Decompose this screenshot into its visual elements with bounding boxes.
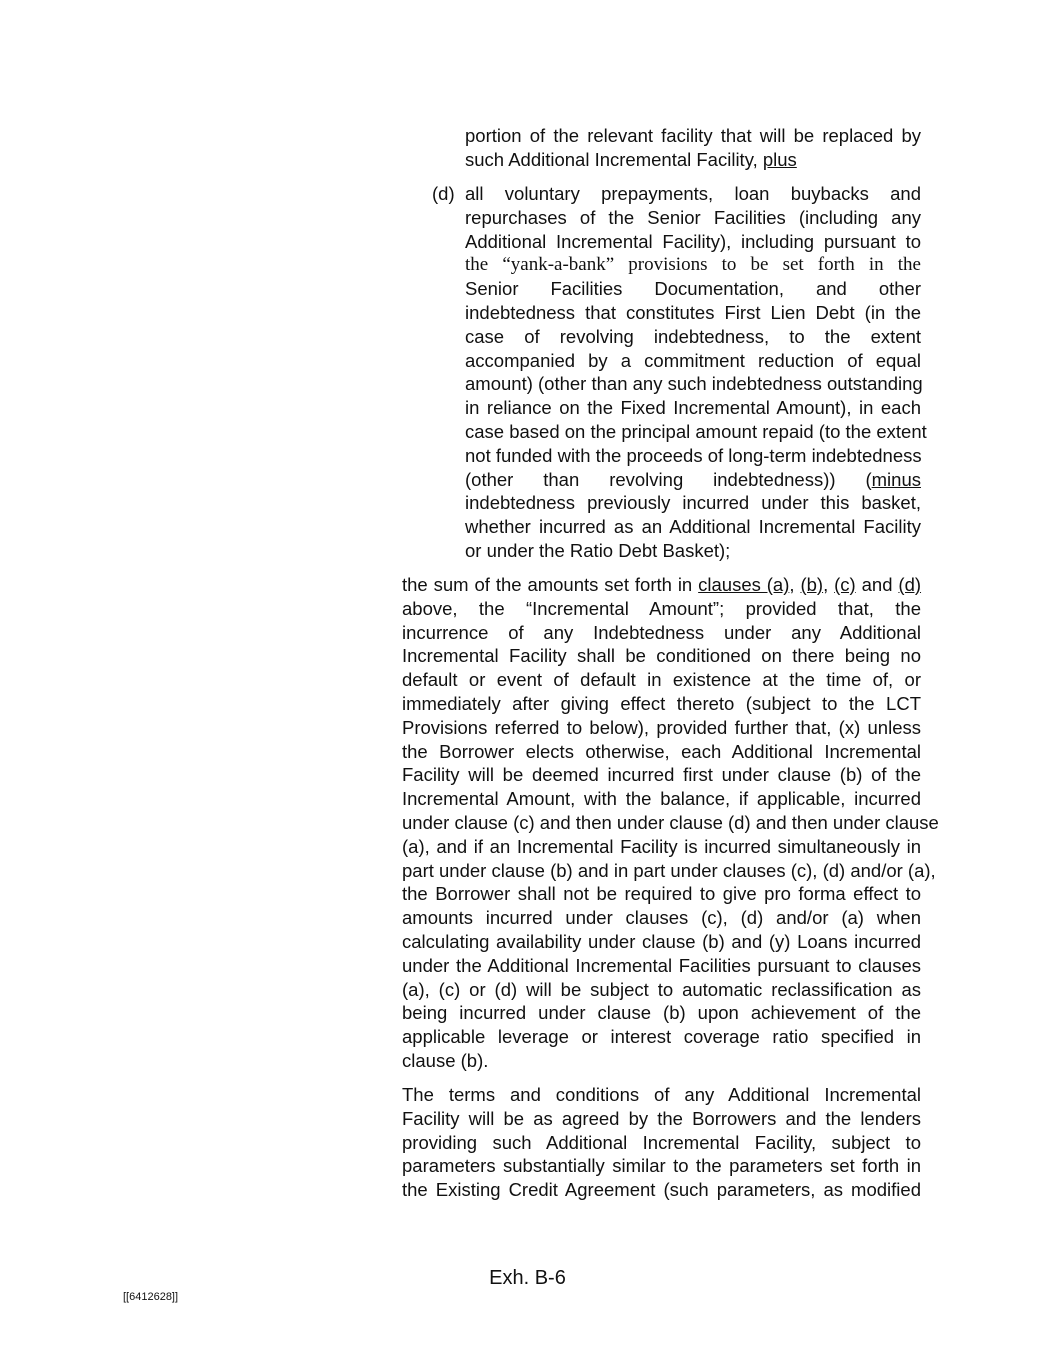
text-line: part under clause (b) and in part under clauses (c), (d) and/or (a), [402,859,936,881]
document-id: [[6412628]] [123,1291,179,1303]
text-line: parameters substantially similar to the parameters set forth in [402,1155,921,1177]
text-line: the Existing Credit Agreement (such parameters, as modified [402,1179,921,1201]
text-line: applicable leverage or interest coverage ratio specified in [402,1026,921,1048]
text-line: default or event of default in existence at the time of, or [402,669,921,691]
text-line: amounts incurred under clauses (c), (d) and/or (a) when [402,907,921,929]
page-number: Exh. B-6 [489,1267,566,1289]
text-line: The terms and conditions of any Additional Incremental [402,1084,921,1105]
clause-d-label: (d) [432,183,455,204]
text-line: Incremental Facility shall be conditioned on there being no [402,645,921,667]
text-line: portion of the relevant facility that will be replaced by [465,125,921,146]
text-line: being incurred under clause (b) upon achievement of the [402,1002,921,1024]
text-line: in reliance on the Fixed Incremental Amount), in each [465,397,921,419]
clause-a-reference: clauses (a) [698,574,790,595]
minus-term: minus [871,468,921,490]
text-line: all voluntary prepayments, loan buybacks and [465,183,921,204]
text-line: the Borrower shall not be required to give pro forma effect to [402,883,921,905]
paragraph-d [465,182,927,563]
separator: , [789,574,801,595]
clause-d-reference: (d) [898,574,922,595]
text-line: or under the Ratio Debt Basket); [465,539,731,561]
paragraph-incremental-amount [402,573,939,1073]
text-line: indebtedness that constitutes First Lien Debt (in the [465,301,921,323]
text-line: under the Additional Incremental Facilities pursuant to clauses [402,954,921,976]
text-line: Provisions referred to below), provided further that, (x) unless [402,716,921,738]
text-line: not funded with the proceeds of long-term indebtedness [465,444,922,466]
text-line: the Borrower elects otherwise, each Additional Incremental [402,740,921,762]
plus-term: plus [762,148,797,170]
text-fragment: such Additional Incremental Facility, [465,148,763,170]
text-line: case based on the principal amount repaid (to the extent [465,420,927,442]
text-line: clause (b). [402,1049,489,1071]
text-line: amount) (other than any such indebtedness outstanding [465,373,923,395]
separator: and [855,574,899,595]
text-line: repurchases of the Senior Facilities (including any [465,206,921,228]
text-fragment: the sum of the amounts set forth in [402,574,699,595]
text-line: above, the “Incremental Amount”; provided that, the [402,597,921,619]
text-line: Facility will be as agreed by the Borrowers and the lenders [402,1107,921,1129]
text-line: (a), (c) or (d) will be subject to automatic reclassification as [402,978,921,1000]
text-line: Additional Incremental Facility), including pursuant to [465,230,921,252]
text-line [402,573,921,597]
separator: , [823,574,835,595]
text-line: the “yank-a-bank” provisions to be set forth in the [465,254,921,276]
text-line: under clause (c) and then under clause (d) and then under clause [402,811,939,833]
text-line: Incremental Amount, with the balance, if applicable, incurred [402,788,921,810]
text-line: indebtedness previously incurred under this basket, [465,492,921,514]
text-fragment: (other than revolving indebtedness)) ( [465,468,872,490]
text-line: providing such Additional Incremental Facility, subject to [402,1131,921,1153]
text-line: whether incurred as an Additional Incremental Facility [465,516,921,538]
text-line: incurrence of any Indebtedness under any Additional [402,621,921,643]
text-line [465,468,921,492]
text-line: calculating availability under clause (b) and (y) Loans incurred [402,930,921,952]
text-line: Senior Facilities Documentation, and other [465,278,921,300]
text-line: accompanied by a commitment reduction of equal [465,349,921,371]
clause-c-reference: (c) [834,574,856,595]
text-line: case of revolving indebtedness, to the extent [465,325,921,347]
text-line: immediately after giving effect thereto (subject to the LCT [402,692,921,714]
paragraph-terms-and-conditions [402,1083,921,1202]
text-line [465,148,921,172]
text-line: (a), and if an Incremental Facility is incurred simultaneously in [402,835,921,857]
clause-b-reference: (b) [800,574,824,595]
paragraph-c-tail [465,124,921,172]
text-line: Facility will be deemed incurred first under clause (b) of the [402,764,921,786]
